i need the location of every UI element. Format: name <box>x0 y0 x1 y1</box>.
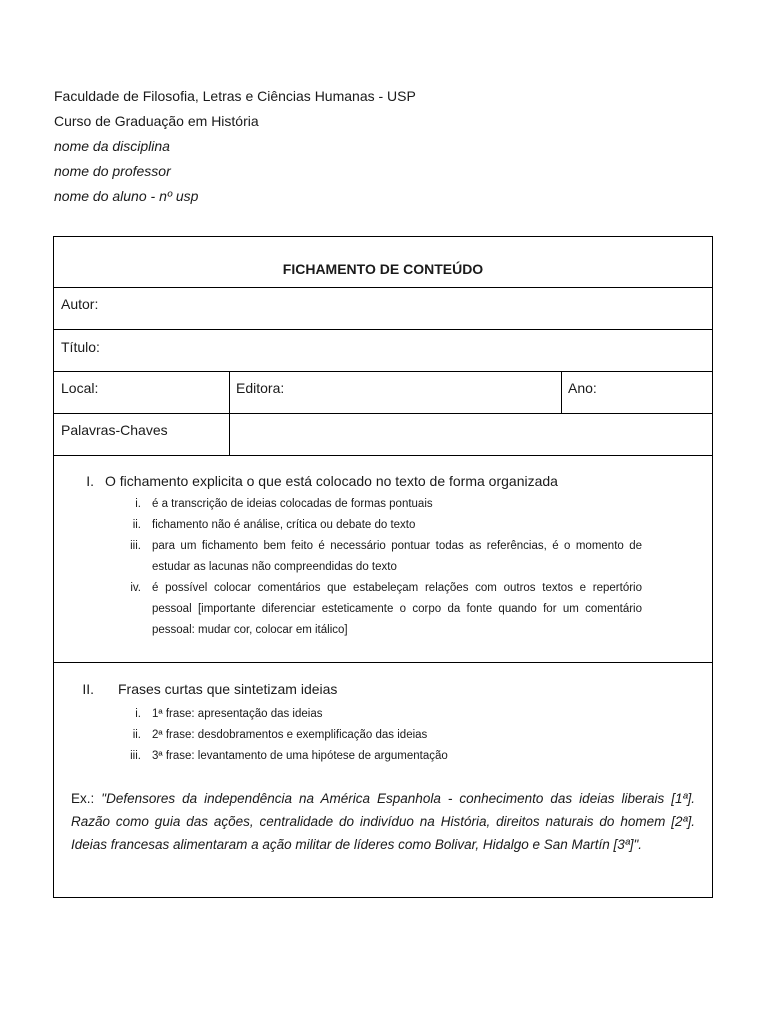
list-item-text: para um fichamento bem feito é necessário pontuar todas as referências, é o momento de estudar as lacunas não compreendidas do texto <box>152 540 642 573</box>
form-title-row <box>54 237 712 288</box>
fichamento-form <box>53 236 713 898</box>
list-item-number: i. <box>135 498 141 510</box>
list-item-number: ii. <box>132 519 141 531</box>
student-name: nome do aluno - nº usp <box>54 188 199 204</box>
divider <box>561 372 562 413</box>
example-text: "Defensores da independência na América Espanhola - conhecimento das ideias liberais [1ª]. Razão como guia das ações, centralidade do indivíduo na História, direitos naturais do homem [2ª]. Ideias francesas alimentaram a ação militar de líderes como Bolivar, Hidalgo e San Martín [3ª]". <box>71 791 696 852</box>
year-label: Ano: <box>568 380 597 396</box>
professor-name: nome do professor <box>54 163 171 179</box>
list-item-number: ii. <box>132 729 141 741</box>
example-paragraph <box>71 787 695 856</box>
section-1-number: I. <box>86 473 94 489</box>
section-2-title: Frases curtas que sintetizam ideias <box>118 681 338 697</box>
keywords-label: Palavras-Chaves <box>61 422 168 438</box>
section-2 <box>54 663 712 899</box>
section-2-number: II. <box>82 681 94 697</box>
author-row[interactable] <box>54 288 712 330</box>
title-row[interactable] <box>54 330 712 372</box>
publication-row <box>54 372 712 414</box>
divider <box>229 414 230 455</box>
section-1 <box>54 456 712 663</box>
list-item-number: iii. <box>130 750 141 762</box>
title-label: Título: <box>61 339 100 355</box>
keywords-row <box>54 414 712 456</box>
institution-name: Faculdade de Filosofia, Letras e Ciências Humanas - USP <box>54 88 416 104</box>
list-item-number: iv. <box>130 582 141 594</box>
list-item-number: i. <box>135 708 141 720</box>
list-item-number: iii. <box>130 540 141 552</box>
list-item-text: é a transcrição de ideias colocadas de formas pontuais <box>152 498 433 510</box>
list-item-text: 2ª frase: desdobramentos e exemplificação das ideias <box>152 729 428 741</box>
document-header <box>54 84 416 209</box>
list-item-text: fichamento não é análise, crítica ou debate do texto <box>152 519 416 531</box>
location-label: Local: <box>61 380 99 396</box>
section-1-title: O fichamento explicita o que está colocado no texto de forma organizada <box>105 473 558 489</box>
discipline-name: nome da disciplina <box>54 138 170 154</box>
example-prefix: Ex.: <box>71 791 102 806</box>
course-name: Curso de Graduação em História <box>54 113 259 129</box>
divider <box>229 372 230 413</box>
list-item-text: 1ª frase: apresentação das ideias <box>152 708 323 720</box>
list-item-text: 3ª frase: levantamento de uma hipótese de argumentação <box>152 750 448 762</box>
form-title: FICHAMENTO DE CONTEÚDO <box>282 261 484 277</box>
publisher-label: Editora: <box>236 380 285 396</box>
list-item-text: é possível colocar comentários que estabeleçam relações com outros textos e repertório pessoal [importante diferenciar esteticamente o corpo da fonte quando for um comentário pessoal: mudar cor, colocar em itálico] <box>152 582 642 636</box>
author-label: Autor: <box>61 296 99 312</box>
